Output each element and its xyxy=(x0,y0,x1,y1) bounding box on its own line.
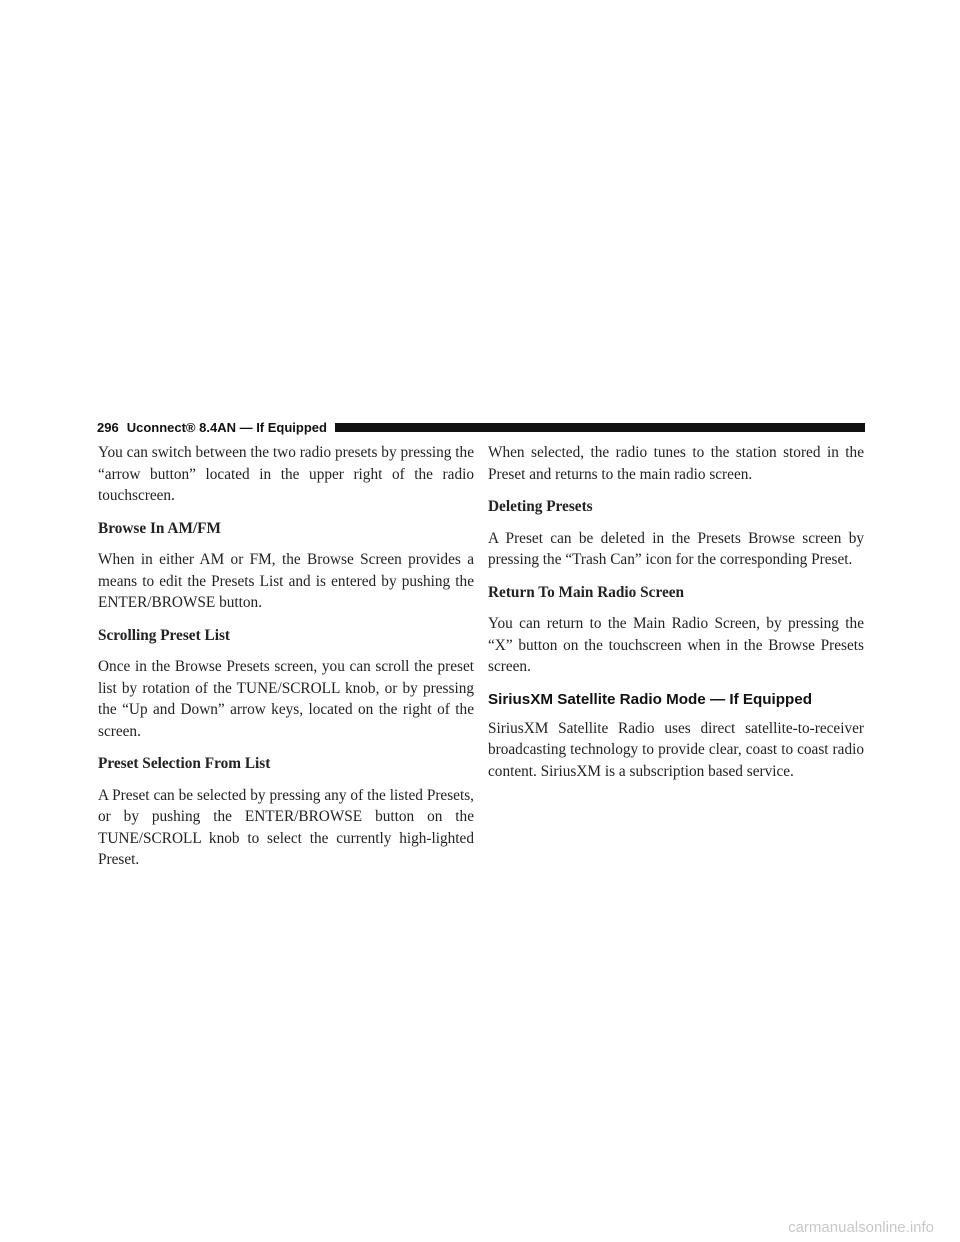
heading-siriusxm: SiriusXM Satellite Radio Mode — If Equipped xyxy=(488,690,813,708)
right-column xyxy=(488,442,864,793)
page-header xyxy=(97,420,865,435)
heading-deleting: Deleting Presets xyxy=(488,498,593,515)
heading-selection: Preset Selection From List xyxy=(98,755,271,772)
paragraph-siriusxm: SiriusXM Satellite Radio uses direct satellite-to-receiver broadcasting technology to provide clear, coast to coast radio content. SiriusXM is a subscription based service. xyxy=(488,719,864,780)
page-number: 296 xyxy=(97,420,119,435)
paragraph-selected: When selected, the radio tunes to the station stored in the Preset and returns to the main radio screen. xyxy=(488,444,864,483)
heading-browse: Browse In AM/FM xyxy=(98,519,221,537)
paragraph-selection: A Preset can be selected by pressing any of the listed Presets, or by pushing the ENTER/BROWSE button on the TUNE/SCROLL knob to select the currently high-lighted Preset. xyxy=(98,786,474,868)
heading-scrolling: Scrolling Preset List xyxy=(98,626,230,644)
paragraph-deleting: A Preset can be deleted in the Presets Browse screen by pressing the “Trash Can” icon for the corresponding Preset. xyxy=(488,529,864,568)
section-title: Uconnect® 8.4AN — If Equipped xyxy=(126,420,327,435)
paragraph-return: You can return to the Main Radio Screen, by pressing the “X” button on the touchscreen when in the Browse Presets screen. xyxy=(488,615,864,675)
heading-return: Return To Main Radio Screen xyxy=(488,583,685,601)
header-rule xyxy=(335,423,865,432)
paragraph-scrolling: Once in the Browse Presets screen, you can scroll the preset list by rotation of the TUNE/SCROLL knob, or by pressing the “Up and Down” arrow keys, located on the right of the screen. xyxy=(98,658,474,740)
watermark-text: carmanualsonline.info xyxy=(788,1219,934,1236)
left-column xyxy=(98,442,474,882)
paragraph-intro: You can switch between the two radio presets by pressing the “arrow button” located in the upper right of the radio touchscreen. xyxy=(98,444,474,504)
paragraph-browse: When in either AM or FM, the Browse Screen provides a means to edit the Presets List and is entered by pushing the ENTER/BROWSE button. xyxy=(98,551,474,611)
